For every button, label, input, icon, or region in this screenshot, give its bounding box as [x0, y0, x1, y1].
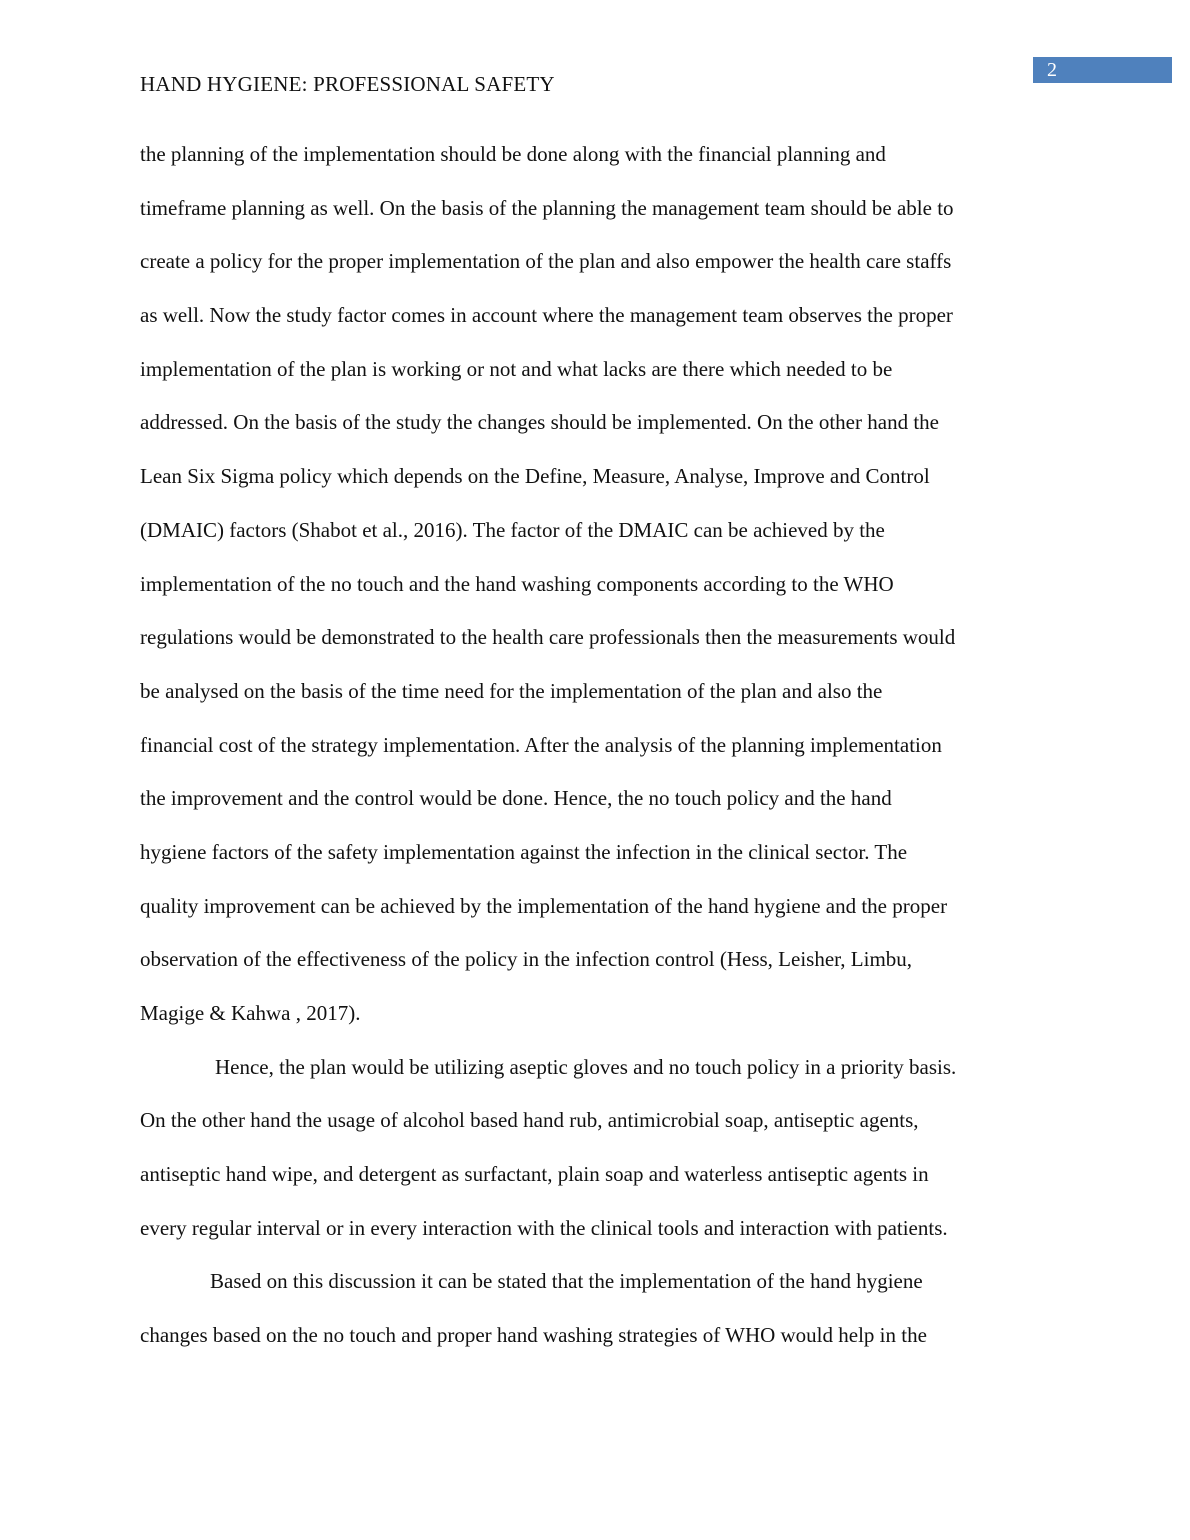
- body-line: (DMAIC) factors (Shabot et al., 2016). The factor of the DMAIC can be achieved by the: [140, 517, 885, 542]
- paragraph-first-line: Based on this discussion it can be stated that the implementation of the hand hygiene: [210, 1269, 923, 1294]
- body-line: quality improvement can be achieved by the implementation of the hand hygiene and the proper: [140, 893, 948, 918]
- body-line: as well. Now the study factor comes in account where the management team observes the proper: [140, 303, 953, 328]
- body-line: hygiene factors of the safety implementation against the infection in the clinical sector. The: [140, 839, 908, 864]
- body-line: timeframe planning as well. On the basis of the planning the management team should be able to: [140, 195, 954, 220]
- body-text: [140, 134, 1060, 1369]
- body-line: implementation of the no touch and the hand washing components according to the WHO: [140, 571, 894, 596]
- body-line: observation of the effectiveness of the policy in the infection control (Hess, Leisher, Limbu,: [140, 947, 913, 972]
- body-line: antiseptic hand wipe, and detergent as surfactant, plain soap and waterless antiseptic agents in: [140, 1162, 929, 1187]
- page-number: 2: [1047, 59, 1057, 81]
- body-line: Magige & Kahwa , 2017).: [140, 1001, 361, 1025]
- body-line: On the other hand the usage of alcohol based hand rub, antimicrobial soap, antiseptic agents,: [140, 1108, 919, 1133]
- body-line: addressed. On the basis of the study the changes should be implemented. On the other hand the: [140, 410, 939, 435]
- body-line: be analysed on the basis of the time need for the implementation of the plan and also the: [140, 678, 883, 703]
- page-number-bar: [1033, 57, 1172, 83]
- body-line: the planning of the implementation should be done along with the financial planning and: [140, 142, 886, 166]
- body-line: regulations would be demonstrated to the health care professionals then the measurements would: [140, 625, 956, 650]
- body-line: Lean Six Sigma policy which depends on the Define, Measure, Analyse, Improve and Control: [140, 464, 930, 489]
- paragraph-first-line: Hence, the plan would be utilizing aseptic gloves and no touch policy in a priority basis.: [215, 1054, 957, 1079]
- body-line: create a policy for the proper implementation of the plan and also empower the health care staffs: [140, 249, 952, 274]
- body-line: implementation of the plan is working or not and what lacks are there which needed to be: [140, 356, 893, 381]
- body-line: changes based on the no touch and proper hand washing strategies of WHO would help in the: [140, 1323, 927, 1348]
- body-line: the improvement and the control would be done. Hence, the no touch policy and the hand: [140, 786, 892, 811]
- body-line: every regular interval or in every interaction with the clinical tools and interaction with patients.: [140, 1215, 948, 1240]
- body-line: financial cost of the strategy implementation. After the analysis of the planning implementation: [140, 732, 942, 757]
- running-head: HAND HYGIENE: PROFESSIONAL SAFETY: [140, 72, 555, 96]
